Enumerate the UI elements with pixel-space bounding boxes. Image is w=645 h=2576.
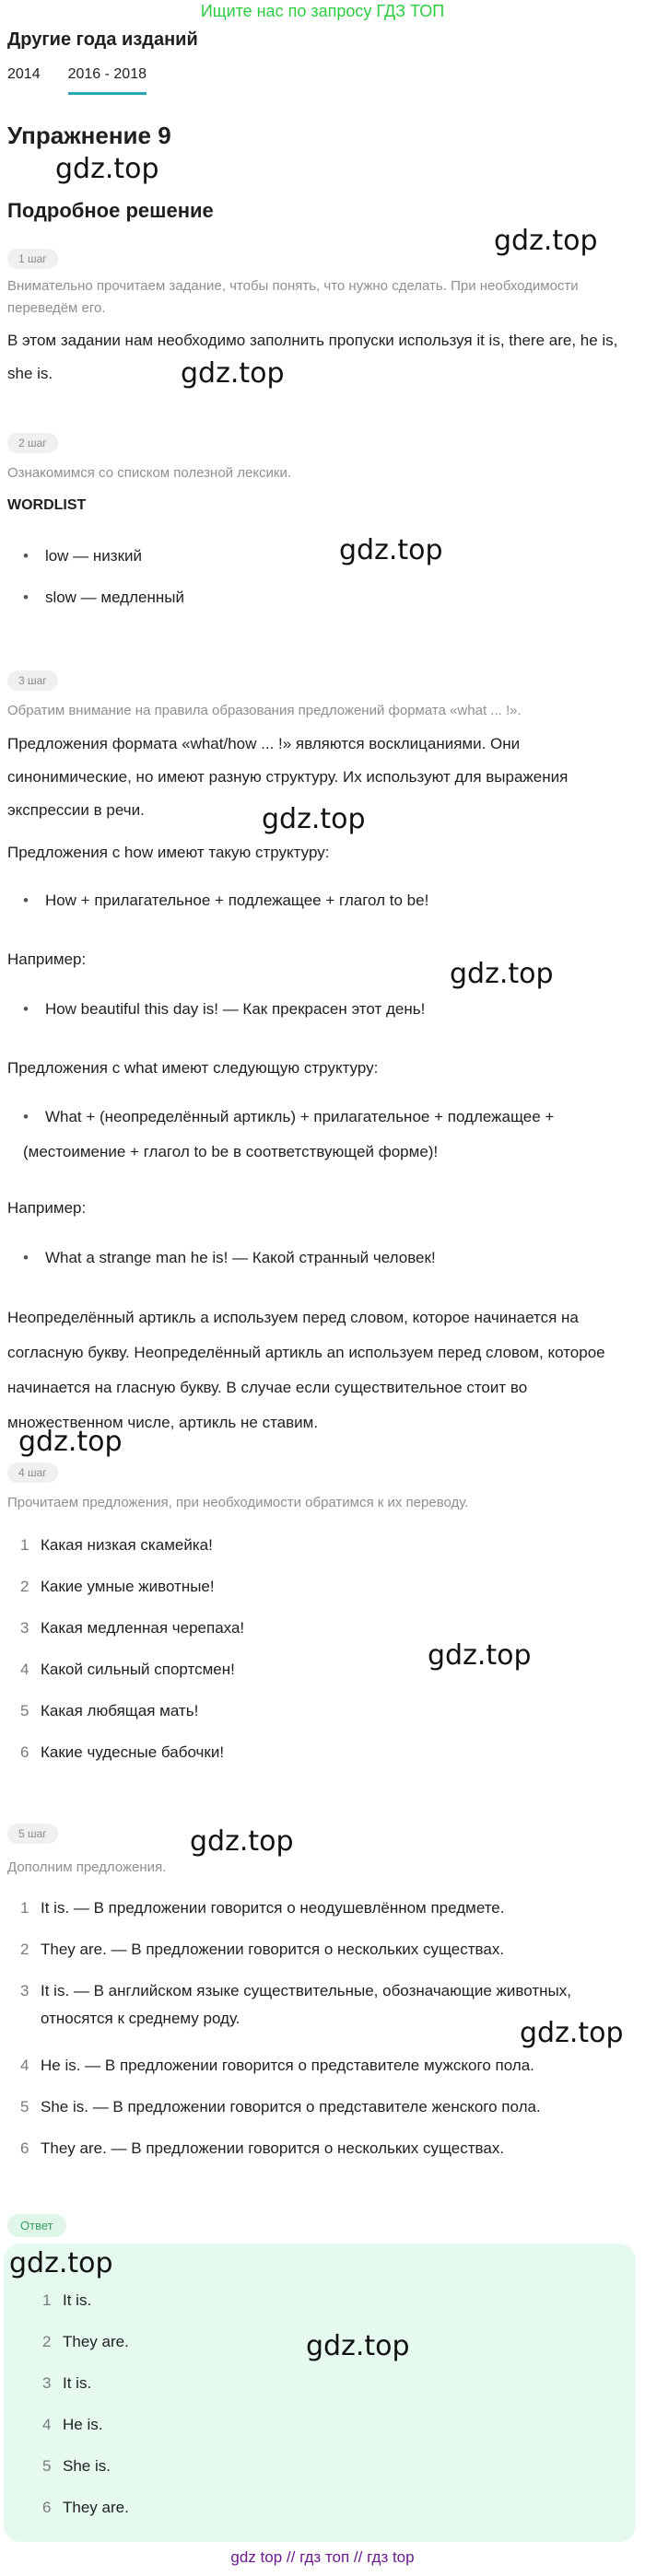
list-item	[20, 1578, 215, 1596]
step-1-text: В этом задании нам необходимо заполнить пропуски используя it is, there are, he is, she is.	[7, 332, 618, 382]
watermark: gdz.top	[339, 534, 443, 566]
footer-links[interactable]: gdz top // гдз топ // гдз top	[230, 2548, 415, 2566]
list-text-continuation: относятся к среднему роду.	[41, 2010, 240, 2027]
tab-year-2014[interactable]: 2014	[7, 66, 41, 82]
step-badge-3: 3 шаг	[7, 670, 58, 691]
list-number: 2	[20, 1578, 29, 1595]
list-text: He is. — В предложении говорится о представителе мужского пола.	[41, 2057, 534, 2074]
answer-text: They are.	[63, 2333, 129, 2350]
answer-text: It is.	[63, 2374, 92, 2392]
list-text: Какие умные животные!	[41, 1578, 215, 1595]
year-tabs	[7, 66, 147, 95]
list-item	[20, 1536, 213, 1555]
step-badge-5: 5 шаг	[7, 1824, 58, 1844]
answer-badge: Ответ	[7, 2214, 66, 2237]
list-item	[20, 1899, 504, 1917]
list-item	[20, 1619, 244, 1638]
list-number: 1	[20, 1899, 29, 1917]
list-text: She is. — В предложении говорится о представителе женского пола.	[41, 2098, 541, 2116]
list-number: 2	[20, 1941, 29, 1958]
what-rule: • What + (неопределённый артикль) + прилагательное + подлежащее + (местоимение + глагол to be в соответствующей форме)!	[23, 1100, 638, 1170]
list-number: 5	[20, 2098, 29, 2116]
tab-year-2016-2018[interactable]: 2016 - 2018	[68, 66, 147, 95]
answer-text: He is.	[63, 2416, 103, 2433]
watermark: gdz.top	[9, 2247, 113, 2279]
list-item	[20, 1661, 235, 1679]
list-item	[20, 1982, 571, 2000]
watermark: gdz.top	[18, 1426, 123, 1458]
list-text: They are. — В предложении говорится о нескольких существах.	[41, 2139, 505, 2157]
list-text: It is. — В английском языке существительные, обозначающие животных,	[41, 1982, 571, 1999]
watermark: gdz.top	[520, 2017, 624, 2049]
top-banner[interactable]: Ищите нас по запросу ГДЗ ТОП	[200, 2, 445, 20]
wordlist-label: WORDLIST	[7, 497, 87, 513]
answer-text: It is.	[63, 2291, 92, 2309]
answer-number: 6	[42, 2499, 52, 2516]
list-text: Какой сильный спортсмен!	[41, 1661, 235, 1678]
word-item: • low — низкий	[23, 545, 142, 567]
answer-number: 3	[42, 2374, 52, 2392]
answer-item	[42, 2333, 129, 2351]
exercise-title: Упражнение 9	[7, 122, 171, 149]
solution-title: Подробное решение	[7, 199, 214, 222]
answer-number: 2	[42, 2333, 52, 2350]
step-2-note: Ознакомимся со списком полезной лексики.	[7, 465, 292, 481]
list-number: 1	[20, 1536, 29, 1554]
list-item	[20, 2139, 504, 2158]
list-item	[20, 2057, 534, 2075]
list-text: It is. — В предложении говорится о неодушевлённом предмете.	[41, 1899, 505, 1917]
answer-number: 5	[42, 2457, 52, 2475]
step-3-paragraph-3: Предложения с what имеют следующую структуру:	[7, 1059, 379, 1077]
step-1-note: Внимательно прочитаем задание, чтобы понять, что нужно сделать. При необходимости переведём его.	[7, 278, 579, 316]
watermark: gdz.top	[181, 357, 285, 390]
how-rule: • How + прилагательное + подлежащее + глагол to be!	[23, 890, 428, 912]
step-badge-1: 1 шаг	[7, 249, 58, 269]
list-text: They are. — В предложении говорится о нескольких существах.	[41, 1941, 505, 1958]
other-years-title: Другие года изданий	[7, 29, 198, 50]
answer-text: She is.	[63, 2457, 111, 2475]
list-number: 3	[20, 1619, 29, 1637]
list-text: Какие чудесные бабочки!	[41, 1743, 225, 1761]
list-number: 4	[20, 2057, 29, 2074]
step-badge-4: 4 шаг	[7, 1463, 58, 1483]
list-number: 6	[20, 1743, 29, 1761]
answer-text: They are.	[63, 2499, 129, 2516]
step-5-note: Дополним предложения.	[7, 1859, 167, 1875]
step-3-paragraph-2: Предложения с how имеют такую структуру:	[7, 844, 330, 861]
answer-item	[42, 2374, 91, 2393]
list-number: 4	[20, 1661, 29, 1678]
list-number: 3	[20, 1982, 29, 1999]
answer-number: 1	[42, 2291, 52, 2309]
list-item	[20, 1941, 504, 1959]
watermark: gdz.top	[428, 1639, 532, 1672]
list-text: Какая любящая мать!	[41, 1702, 199, 1719]
answer-item	[42, 2291, 91, 2310]
watermark: gdz.top	[55, 153, 159, 185]
watermark: gdz.top	[494, 225, 598, 257]
list-item	[20, 1702, 198, 1720]
step-3-note: Обратим внимание на правила образования предложений формата «what ... !».	[7, 703, 522, 718]
list-number: 6	[20, 2139, 29, 2157]
list-number: 5	[20, 1702, 29, 1719]
answer-item	[42, 2499, 129, 2517]
watermark: gdz.top	[262, 803, 366, 835]
how-example: • How beautiful this day is! — Как прекрасен этот день!	[23, 998, 425, 1020]
watermark: gdz.top	[450, 958, 554, 990]
list-item	[20, 2098, 541, 2116]
example-label-1: Например:	[7, 950, 87, 968]
step-3-paragraph-1: Предложения формата «what/how ... !» являются восклицаниями. Они синонимические, но имеют разную структуру. Их используют для выражения экспрессии в речи.	[7, 735, 569, 819]
list-text: Какая медленная черепаха!	[41, 1619, 245, 1637]
answer-item	[42, 2457, 111, 2476]
watermark: gdz.top	[190, 1825, 294, 1858]
word-item: • slow — медленный	[23, 587, 184, 609]
step-4-note: Прочитаем предложения, при необходимости обратимся к их переводу.	[7, 1495, 469, 1510]
answer-number: 4	[42, 2416, 52, 2433]
list-item	[20, 1743, 224, 1762]
example-label-2: Например:	[7, 1199, 87, 1217]
answer-item	[42, 2416, 102, 2434]
list-text: Какая низкая скамейка!	[41, 1536, 213, 1554]
step-3-paragraph-4: Неопределённый артикль a используем перед словом, которое начинается на согласную букву. Неопределённый артикль an используем перед словом, которое начинается на гласную букву. В случае если существительное стоит во множественном числе, артикль не ставим.	[7, 1309, 605, 1431]
answer-box	[4, 2244, 636, 2542]
step-badge-2: 2 шаг	[7, 433, 58, 453]
what-example: • What a strange man he is! — Какой странный человек!	[23, 1247, 436, 1269]
watermark: gdz.top	[306, 2330, 410, 2362]
